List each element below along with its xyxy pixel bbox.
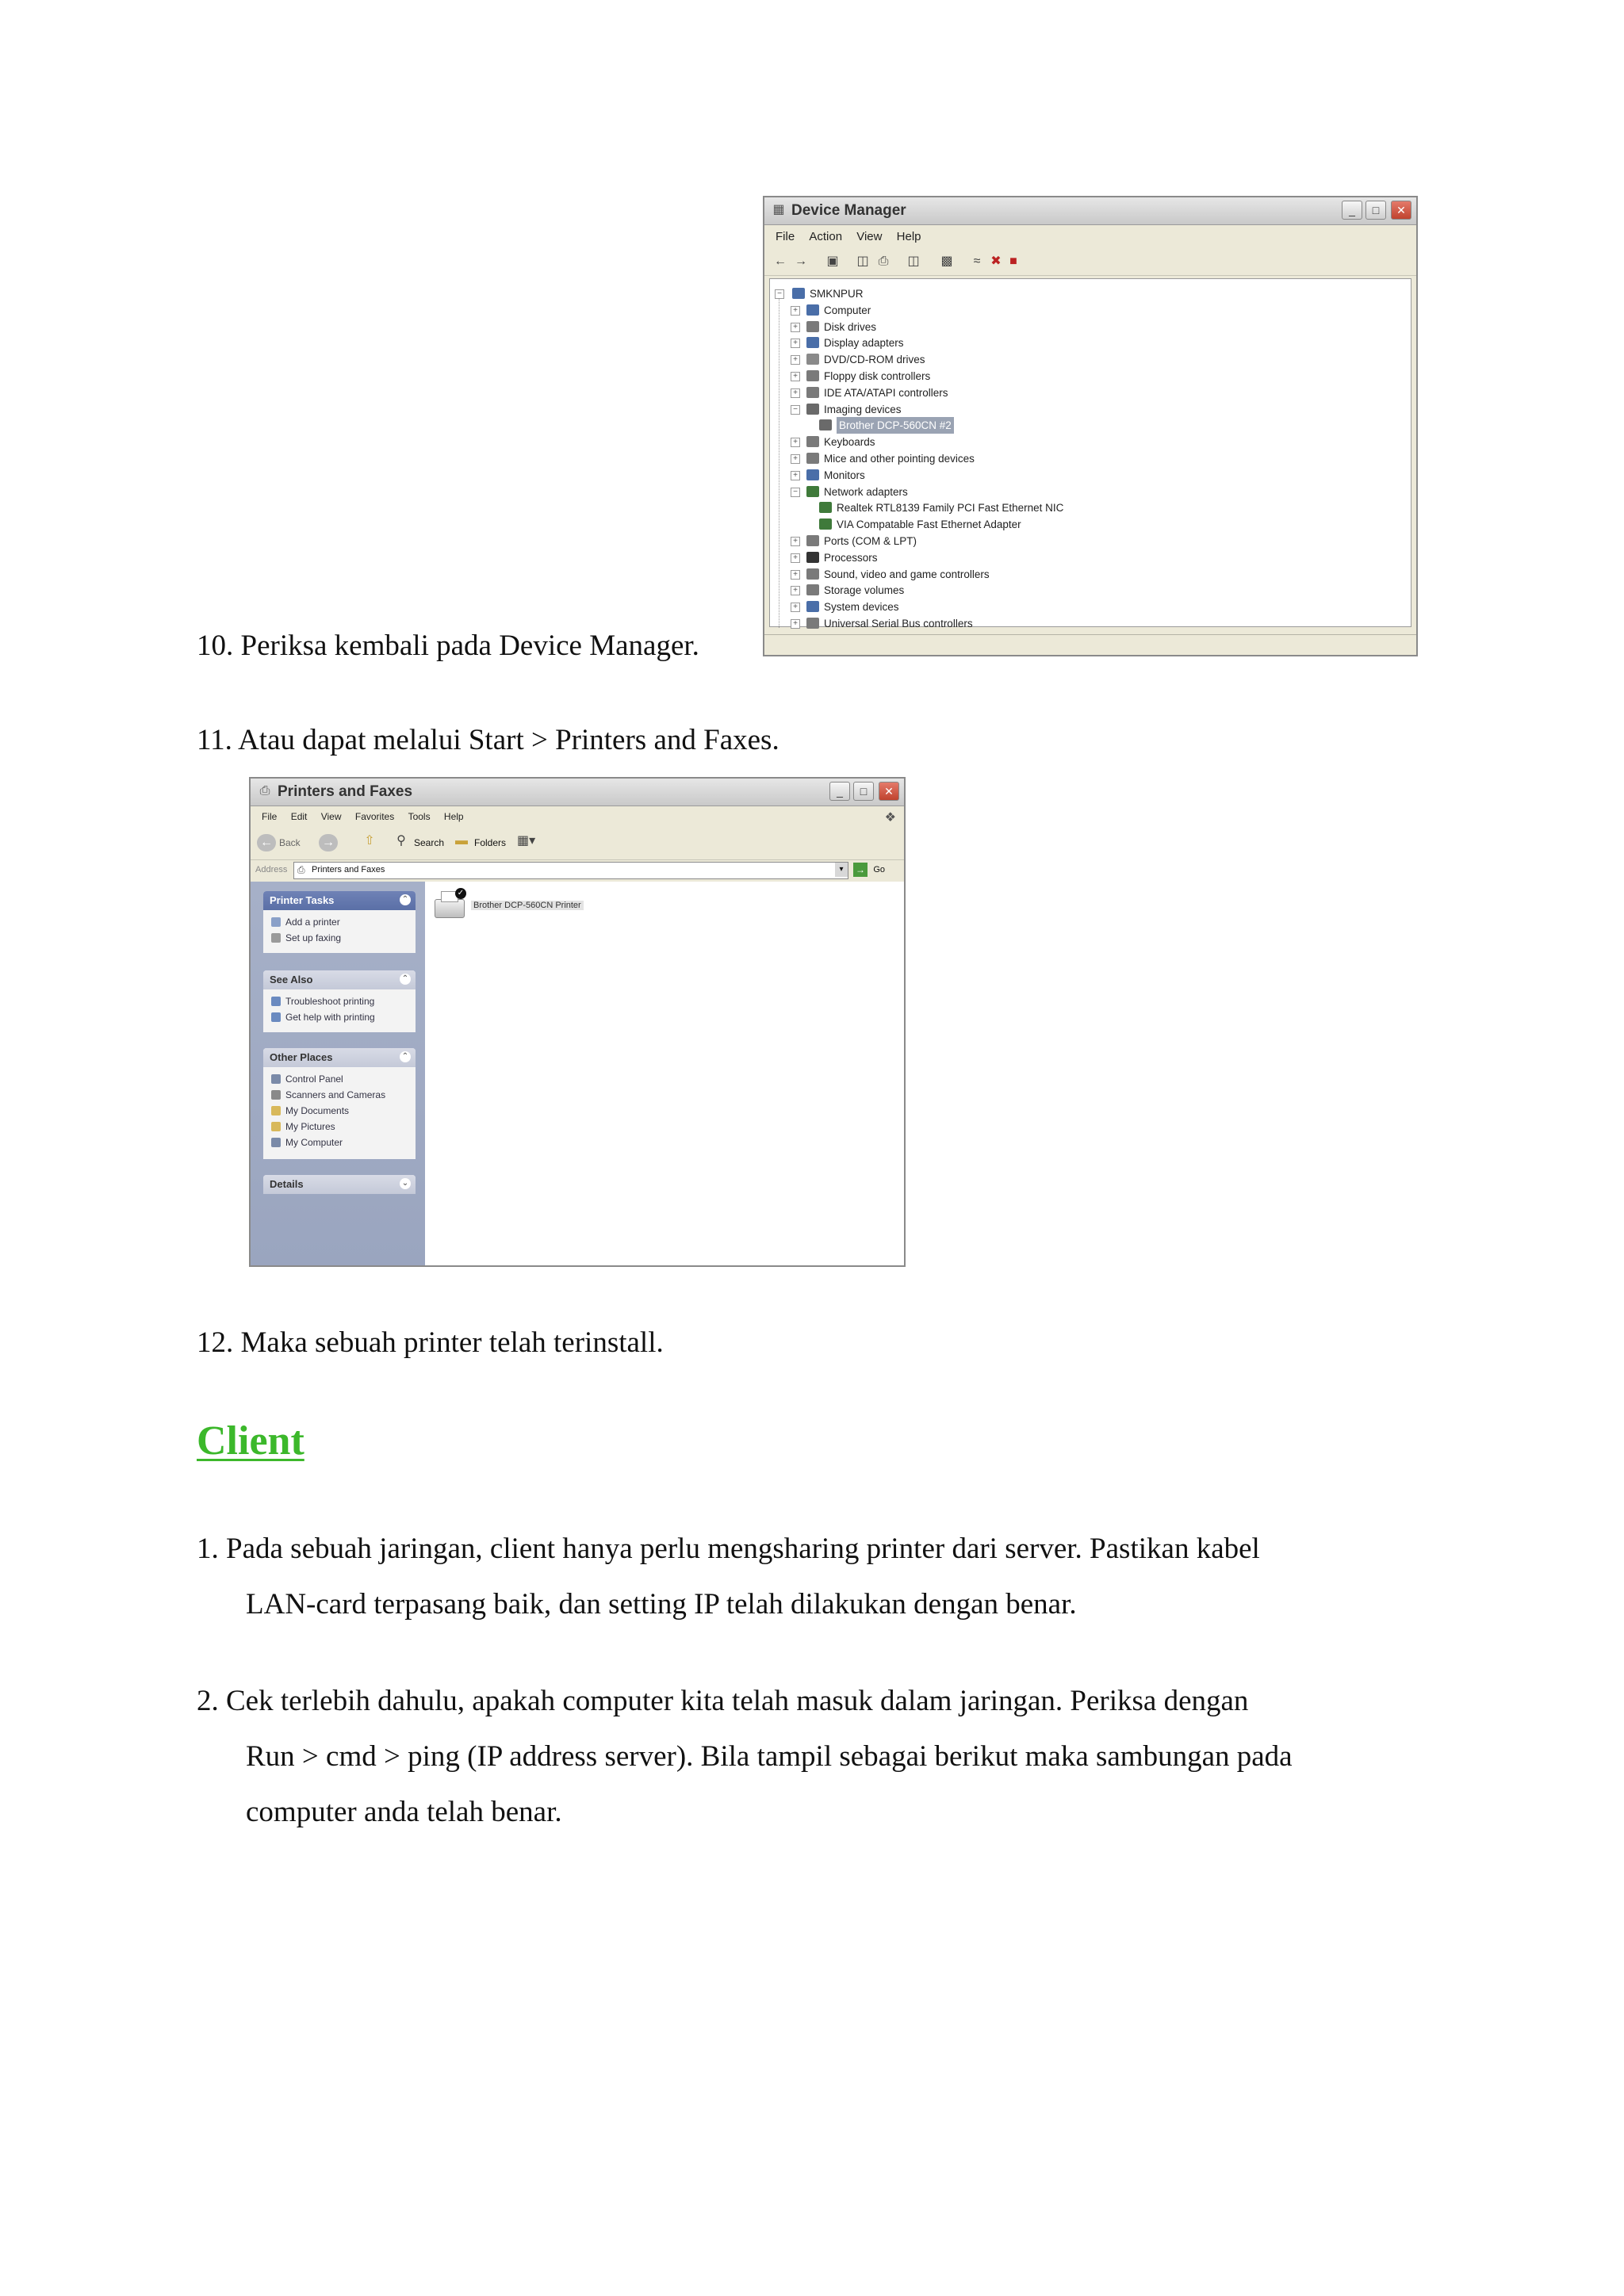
computer-icon bbox=[792, 288, 805, 299]
menu-file[interactable]: File bbox=[776, 230, 795, 243]
up-folder-icon[interactable]: ⇧ bbox=[364, 834, 375, 848]
place-scanners-cameras[interactable]: Scanners and Cameras bbox=[271, 1088, 385, 1102]
chevron-up-icon[interactable]: ⌃ bbox=[400, 1051, 411, 1062]
tree-item-label: Monitors bbox=[824, 469, 865, 481]
scan-icon[interactable]: ▩ bbox=[940, 254, 953, 268]
printers-menubar bbox=[251, 807, 904, 826]
address-value: Printers and Faxes bbox=[312, 865, 385, 874]
place-my-computer[interactable]: My Computer bbox=[271, 1135, 343, 1150]
maximize-button[interactable]: □ bbox=[1365, 201, 1386, 220]
tree-item-label: Computer bbox=[824, 304, 871, 316]
device-category-icon bbox=[806, 436, 819, 447]
place-my-documents[interactable]: My Documents bbox=[271, 1104, 349, 1118]
device-category-icon bbox=[806, 618, 819, 629]
tree-root-label: SMKNPUR bbox=[810, 288, 864, 300]
collapse-icon[interactable]: − bbox=[791, 488, 800, 497]
task-pane bbox=[251, 882, 425, 1265]
device-manager-menubar bbox=[764, 226, 1416, 248]
tree-item-label: Imaging devices bbox=[824, 403, 902, 415]
collapse-icon[interactable]: − bbox=[791, 405, 800, 415]
task-header[interactable] bbox=[263, 1048, 416, 1067]
printer-folder-icon: ⎙ bbox=[297, 864, 305, 875]
expand-icon[interactable]: + bbox=[791, 619, 800, 629]
update-driver-icon[interactable]: ◫ bbox=[856, 254, 869, 268]
chevron-up-icon[interactable]: ⌃ bbox=[400, 974, 411, 985]
printers-content bbox=[425, 882, 904, 1265]
task-header-label: Details bbox=[270, 1178, 304, 1190]
device-category-icon bbox=[806, 370, 819, 381]
task-header[interactable] bbox=[263, 1175, 416, 1194]
client-p1-line1: 1. Pada sebuah jaringan, client hanya perlu mengsharing printer dari server. Pastikan kabel bbox=[197, 1533, 1260, 1565]
tree-item-label: Display adapters bbox=[824, 337, 904, 350]
client-p2-line2: Run > cmd > ping (IP address server). Bila tampil sebagai berikut maka sambungan pada bbox=[246, 1740, 1293, 1773]
tree-item-label: IDE ATA/ATAPI controllers bbox=[824, 386, 948, 399]
place-control-panel[interactable]: Control Panel bbox=[271, 1072, 343, 1086]
device-category-icon bbox=[806, 601, 819, 612]
views-icon[interactable]: ▦▾ bbox=[517, 834, 536, 848]
computer-icon bbox=[271, 1138, 281, 1147]
tree-item-label: Disk drives bbox=[824, 320, 877, 333]
task-header-label: Printer Tasks bbox=[270, 894, 335, 906]
device-category-icon bbox=[806, 568, 819, 580]
help-icon bbox=[271, 997, 281, 1006]
task-get-help-printing[interactable]: Get help with printing bbox=[271, 1010, 375, 1024]
help-icon[interactable]: ◫ bbox=[907, 254, 920, 268]
task-header-label: Other Places bbox=[270, 1051, 333, 1063]
chevron-down-icon[interactable]: ▾ bbox=[835, 863, 848, 877]
printer-item[interactable] bbox=[431, 888, 606, 928]
task-header-label: See Also bbox=[270, 974, 313, 985]
expand-icon[interactable]: + bbox=[791, 388, 800, 398]
step-12-text: 12. Maka sebuah printer telah terinstall. bbox=[197, 1326, 664, 1359]
back-arrow-icon[interactable]: ← bbox=[257, 834, 276, 851]
tree-item-label: Brother DCP-560CN #2 bbox=[837, 417, 954, 434]
folder-icon bbox=[271, 1106, 281, 1115]
place-my-pictures[interactable]: My Pictures bbox=[271, 1119, 335, 1134]
menu-file[interactable]: File bbox=[262, 811, 278, 822]
device-category-icon bbox=[819, 519, 832, 530]
tree-item-label: Sound, video and game controllers bbox=[824, 568, 990, 580]
tree-item-label: Mice and other pointing devices bbox=[824, 453, 975, 465]
client-p2-line3: computer anda telah benar. bbox=[246, 1796, 562, 1828]
task-header[interactable] bbox=[263, 970, 416, 989]
tree-item-label: Keyboards bbox=[824, 436, 875, 449]
menu-action[interactable]: Action bbox=[809, 230, 843, 243]
network-icon[interactable]: ≈ bbox=[973, 254, 981, 268]
collapse-icon[interactable]: − bbox=[775, 289, 784, 299]
device-tree bbox=[769, 278, 1411, 627]
expand-icon[interactable]: + bbox=[791, 603, 800, 612]
expand-icon[interactable]: + bbox=[791, 438, 800, 447]
uninstall-icon[interactable]: ✖ bbox=[990, 254, 1002, 268]
status-bar bbox=[764, 634, 1416, 652]
client-p2-line1: 2. Cek terlebih dahulu, apakah computer kita telah masuk dalam jaringan. Periksa dengan bbox=[197, 1685, 1249, 1717]
fax-icon bbox=[271, 933, 281, 943]
menu-help[interactable]: Help bbox=[443, 811, 464, 822]
step-11-text: 11. Atau dapat melalui Start > Printers and Faxes. bbox=[197, 724, 779, 756]
close-button[interactable]: ✕ bbox=[1391, 201, 1411, 220]
back-label[interactable]: Back bbox=[279, 837, 301, 848]
chevron-up-icon[interactable]: ⌃ bbox=[400, 894, 411, 905]
device-category-icon bbox=[819, 419, 832, 430]
minimize-button[interactable]: _ bbox=[1342, 201, 1362, 220]
task-add-printer[interactable]: Add a printer bbox=[271, 915, 340, 929]
expand-icon[interactable]: + bbox=[791, 454, 800, 464]
device-category-icon bbox=[806, 387, 819, 398]
device-manager-toolbar bbox=[764, 250, 1416, 276]
expand-icon[interactable]: + bbox=[791, 586, 800, 595]
printer-folder-icon: ⎙ bbox=[259, 784, 270, 798]
expand-icon[interactable]: + bbox=[791, 537, 800, 546]
menu-tools[interactable]: Tools bbox=[408, 811, 431, 822]
back-arrow-icon[interactable]: ← bbox=[774, 254, 787, 268]
tree-item-label: DVD/CD-ROM drives bbox=[824, 354, 925, 366]
menu-help[interactable]: Help bbox=[896, 230, 921, 243]
tree-item-label: Storage volumes bbox=[824, 584, 905, 597]
expand-icon[interactable]: + bbox=[791, 570, 800, 580]
tree-item-label: Ports (COM & LPT) bbox=[824, 535, 917, 547]
camera-icon bbox=[271, 1090, 281, 1100]
help-icon bbox=[271, 1012, 281, 1022]
tree-item-label: Realtek RTL8139 Family PCI Fast Ethernet NIC bbox=[837, 502, 1064, 515]
maximize-button[interactable]: □ bbox=[853, 782, 874, 801]
step-10-text: 10. Periksa kembali pada Device Manager. bbox=[197, 629, 699, 662]
folder-icon bbox=[271, 1122, 281, 1131]
folders-label[interactable]: Folders bbox=[474, 837, 507, 848]
device-category-icon bbox=[806, 321, 819, 332]
minimize-button[interactable]: _ bbox=[829, 782, 850, 801]
device-category-icon bbox=[806, 453, 819, 464]
task-box-printer-tasks bbox=[263, 891, 416, 953]
tree-item-label: Network adapters bbox=[824, 485, 908, 498]
go-arrow-icon[interactable]: → bbox=[853, 863, 868, 877]
client-heading: Client bbox=[197, 1418, 304, 1464]
tree-item-label: Universal Serial Bus controllers bbox=[824, 618, 973, 629]
device-category-icon bbox=[806, 404, 819, 415]
disable-icon[interactable]: ■ bbox=[1009, 254, 1017, 268]
device-category-icon bbox=[819, 502, 832, 513]
device-manager-titlebar bbox=[764, 197, 1416, 225]
expand-icon[interactable]: + bbox=[791, 323, 800, 332]
printers-titlebar bbox=[251, 779, 904, 806]
tree-item-label: VIA Compatable Fast Ethernet Adapter bbox=[837, 519, 1021, 531]
expand-icon[interactable]: + bbox=[791, 372, 800, 381]
tree-item-label: Processors bbox=[824, 551, 878, 564]
device-category-icon bbox=[806, 469, 819, 480]
menu-favorites[interactable]: Favorites bbox=[354, 811, 395, 822]
menu-view[interactable]: View bbox=[320, 811, 342, 822]
chevron-down-icon[interactable]: ⌄ bbox=[400, 1178, 411, 1189]
close-button[interactable]: ✕ bbox=[879, 782, 899, 801]
device-category-icon bbox=[806, 354, 819, 365]
tree-item-label: Floppy disk controllers bbox=[824, 370, 931, 382]
address-bar bbox=[251, 860, 904, 881]
printers-and-faxes-window bbox=[249, 777, 906, 1267]
device-category-icon bbox=[806, 486, 819, 497]
expand-icon[interactable]: + bbox=[791, 553, 800, 563]
windows-flag-icon: ❖ bbox=[884, 811, 896, 825]
device-manager-title: Device Manager bbox=[791, 202, 906, 219]
task-set-up-faxing[interactable]: Set up faxing bbox=[271, 931, 341, 945]
device-manager-window bbox=[763, 196, 1418, 656]
expand-icon[interactable]: + bbox=[791, 306, 800, 316]
default-check-icon: ✓ bbox=[455, 888, 466, 899]
task-box-other-places bbox=[263, 1048, 416, 1159]
expand-icon[interactable]: + bbox=[791, 471, 800, 480]
printer-name: Brother DCP-560CN Printer bbox=[471, 901, 584, 910]
task-box-details bbox=[263, 1175, 416, 1194]
task-box-see-also bbox=[263, 970, 416, 1032]
task-troubleshoot-printing[interactable]: Troubleshoot printing bbox=[271, 994, 374, 1008]
menu-edit[interactable]: Edit bbox=[290, 811, 308, 822]
folders-icon[interactable]: ▬ bbox=[455, 834, 468, 848]
printers-title: Printers and Faxes bbox=[278, 783, 413, 800]
properties-icon[interactable]: ▣ bbox=[826, 254, 839, 268]
search-icon[interactable]: ⚲ bbox=[396, 834, 406, 848]
address-label: Address bbox=[255, 865, 288, 874]
go-label[interactable]: Go bbox=[873, 865, 885, 874]
client-p1-line2: LAN-card terpasang baik, dan setting IP telah dilakukan dengan benar. bbox=[246, 1588, 1077, 1621]
search-label[interactable]: Search bbox=[414, 837, 445, 848]
forward-arrow-icon[interactable]: → bbox=[795, 254, 807, 268]
printers-toolbar bbox=[251, 826, 904, 860]
menu-view[interactable]: View bbox=[856, 230, 883, 243]
device-category-icon bbox=[806, 304, 819, 316]
device-category-icon bbox=[806, 337, 819, 348]
forward-arrow-icon[interactable]: → bbox=[319, 834, 338, 851]
control-panel-icon bbox=[271, 1074, 281, 1084]
print-icon[interactable]: ⎙ bbox=[878, 254, 889, 268]
expand-icon[interactable]: + bbox=[791, 355, 800, 365]
device-category-icon bbox=[806, 584, 819, 595]
add-printer-icon bbox=[271, 917, 281, 927]
device-manager-icon: ▦ bbox=[772, 203, 785, 216]
task-header[interactable] bbox=[263, 891, 416, 910]
expand-icon[interactable]: + bbox=[791, 339, 800, 348]
address-input[interactable] bbox=[293, 862, 848, 879]
tree-item-label: System devices bbox=[824, 601, 899, 614]
device-category-icon bbox=[806, 552, 819, 563]
device-category-icon bbox=[806, 535, 819, 546]
